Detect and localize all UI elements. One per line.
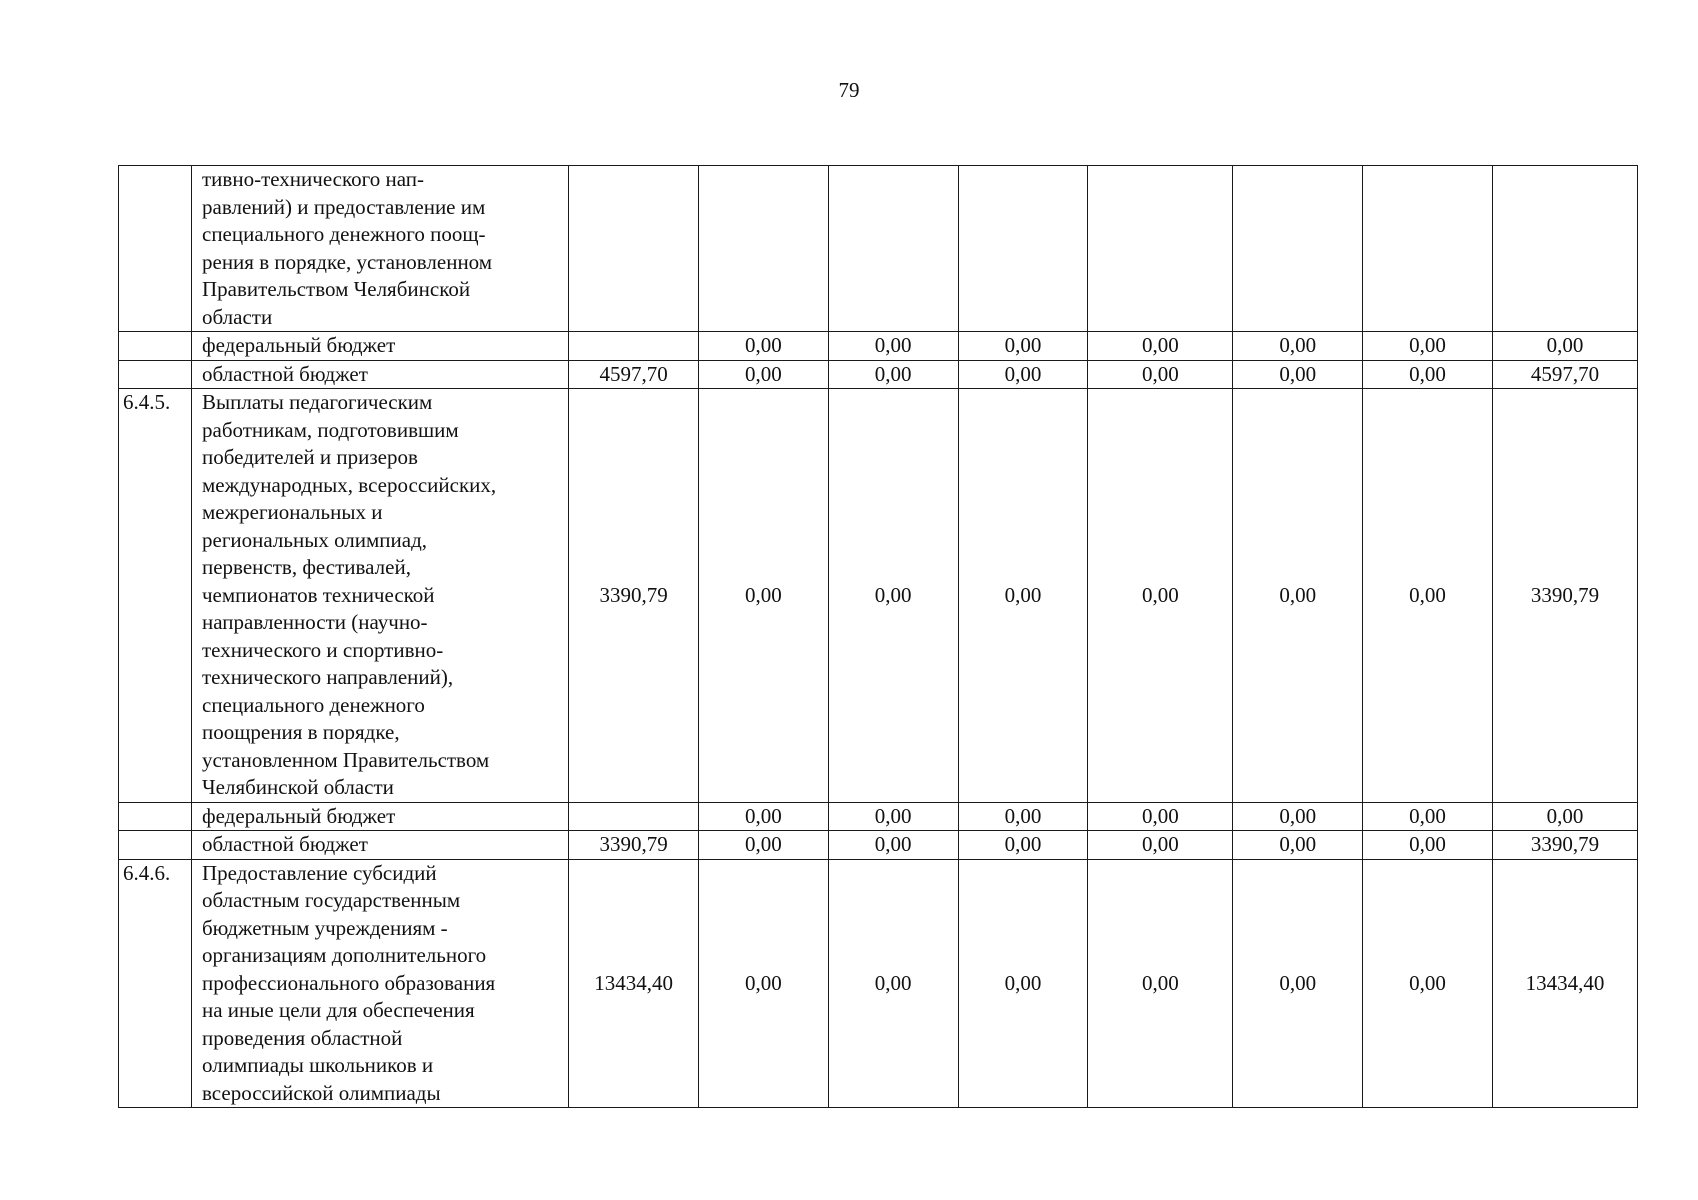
row-description — [192, 166, 569, 332]
description-line: специального денежного поощ- — [202, 222, 486, 246]
description-line: первенств, фестивалей, — [202, 555, 411, 579]
value-cell — [958, 166, 1088, 332]
value-cell: 0,00 — [1233, 389, 1363, 803]
description-line: установленном Правительством — [202, 747, 490, 772]
row-description — [192, 389, 569, 803]
value-cell: 0,00 — [958, 360, 1088, 389]
table-row-federal-budget — [119, 802, 1638, 831]
value-cell: 0,00 — [828, 802, 958, 831]
value-cell — [1492, 166, 1637, 332]
description-line: чемпионатов технической — [202, 582, 435, 607]
value-cell: 0,00 — [1363, 360, 1493, 389]
row-number: 6.4.6. — [119, 859, 192, 1108]
value-cell: 0,00 — [698, 360, 828, 389]
value-cell: 0,00 — [1233, 802, 1363, 831]
description-line: региональных олимпиад, — [202, 527, 428, 552]
value-cell: 13434,40 — [569, 859, 699, 1108]
value-cell: 0,00 — [1233, 831, 1363, 860]
description-line: на иные цели для обеспечения — [202, 998, 475, 1022]
table-row-regional-budget — [119, 360, 1638, 389]
value-cell: 4597,70 — [569, 360, 699, 389]
value-cell: 3390,79 — [1492, 831, 1637, 860]
budget-source-label: федеральный бюджет — [192, 802, 569, 831]
description-line: Правительством Челябинской — [202, 277, 471, 301]
row-number — [119, 360, 192, 389]
description-line: поощрения в порядке, — [202, 720, 400, 744]
value-cell — [698, 166, 828, 332]
value-cell: 0,00 — [828, 389, 958, 803]
value-cell: 3390,79 — [569, 831, 699, 860]
row-number — [119, 831, 192, 860]
description-line: областным государственным — [202, 888, 461, 912]
table-row-federal-budget — [119, 332, 1638, 361]
row-number — [119, 802, 192, 831]
description-line: области — [202, 304, 273, 329]
table-row-regional-budget — [119, 831, 1638, 860]
page-number: 79 — [838, 78, 860, 102]
value-cell: 0,00 — [958, 802, 1088, 831]
value-cell: 0,00 — [958, 389, 1088, 803]
value-cell: 0,00 — [958, 831, 1088, 860]
value-cell — [569, 802, 699, 831]
budget-table — [118, 165, 1638, 1108]
value-cell: 0,00 — [1088, 360, 1233, 389]
description-line: проведения областной — [202, 1025, 403, 1050]
value-cell: 0,00 — [698, 831, 828, 860]
description-line: Челябинской области — [202, 775, 394, 799]
value-cell: 0,00 — [1363, 859, 1493, 1108]
value-cell: 3390,79 — [569, 389, 699, 803]
value-cell: 0,00 — [828, 859, 958, 1108]
value-cell: 0,00 — [958, 332, 1088, 361]
description-line: Предоставление субсидий — [202, 860, 437, 885]
value-cell: 0,00 — [1088, 831, 1233, 860]
description-line: межрегиональных и — [202, 500, 383, 524]
value-cell — [1363, 166, 1493, 332]
value-cell: 3390,79 — [1492, 389, 1637, 803]
value-cell: 0,00 — [1363, 831, 1493, 860]
description-line: победителей и призеров — [202, 445, 418, 469]
row-description — [192, 859, 569, 1108]
budget-source-label: федеральный бюджет — [192, 332, 569, 361]
value-cell: 0,00 — [1363, 332, 1493, 361]
description-line: работникам, подготовившим — [202, 417, 459, 442]
value-cell — [1088, 166, 1233, 332]
description-line: профессионального образования — [202, 970, 496, 995]
value-cell — [569, 332, 699, 361]
budget-source-label: областной бюджет — [192, 360, 569, 389]
value-cell — [828, 166, 958, 332]
value-cell: 0,00 — [1492, 802, 1637, 831]
value-cell: 0,00 — [1233, 360, 1363, 389]
description-line: всероссийской олимпиады — [202, 1080, 441, 1105]
description-line: организациям дополнительного — [202, 943, 487, 967]
value-cell: 0,00 — [1088, 859, 1233, 1108]
row-number: 6.4.5. — [119, 389, 192, 803]
value-cell: 4597,70 — [1492, 360, 1637, 389]
value-cell: 0,00 — [698, 802, 828, 831]
description-line: технического и спортивно- — [202, 637, 444, 662]
value-cell: 0,00 — [828, 360, 958, 389]
value-cell: 0,00 — [828, 831, 958, 860]
value-cell — [569, 166, 699, 332]
description-line: равлений) и предоставление им — [202, 194, 486, 219]
description-line: Выплаты педагогическим — [202, 390, 433, 414]
value-cell: 0,00 — [1233, 859, 1363, 1108]
value-cell: 0,00 — [1088, 389, 1233, 803]
description-line: рения в порядке, установленном — [202, 249, 493, 274]
value-cell: 0,00 — [1088, 332, 1233, 361]
value-cell: 0,00 — [958, 859, 1088, 1108]
value-cell: 0,00 — [1088, 802, 1233, 831]
value-cell: 0,00 — [698, 332, 828, 361]
value-cell — [1233, 166, 1363, 332]
value-cell: 0,00 — [1233, 332, 1363, 361]
description-line: международных, всероссийских, — [202, 472, 497, 497]
value-cell: 13434,40 — [1492, 859, 1637, 1108]
row-number — [119, 332, 192, 361]
table-row — [119, 166, 1638, 332]
budget-source-label: областной бюджет — [192, 831, 569, 860]
description-line: специального денежного — [202, 692, 425, 717]
row-number — [119, 166, 192, 332]
table-row — [119, 389, 1638, 803]
description-line: бюджетным учреждениям - — [202, 915, 448, 940]
value-cell: 0,00 — [698, 389, 828, 803]
value-cell: 0,00 — [1492, 332, 1637, 361]
description-line: технического направлений), — [202, 665, 454, 689]
value-cell: 0,00 — [698, 859, 828, 1108]
description-line: тивно-технического нап- — [202, 167, 424, 191]
description-line: олимпиады школьников и — [202, 1053, 434, 1077]
value-cell: 0,00 — [1363, 802, 1493, 831]
value-cell: 0,00 — [828, 332, 958, 361]
description-line: направленности (научно- — [202, 610, 428, 634]
table-row — [119, 859, 1638, 1108]
value-cell: 0,00 — [1363, 389, 1493, 803]
